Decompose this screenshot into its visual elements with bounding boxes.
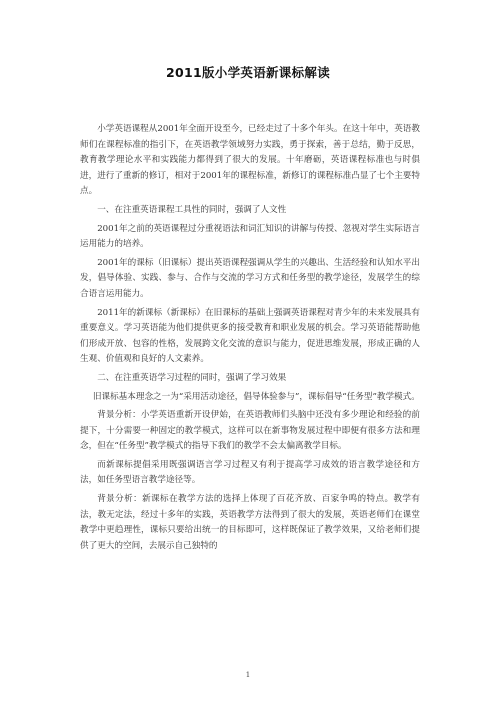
- paragraph: 2001年的课标（旧课标）提出英语课程强调从学生的兴趣出、生活经验和认知水平出发，倡导体验、实践、参与、合作与交流的学习方式和任务型的教学途径，发展学生的综合语言运用能力。: [80, 257, 420, 299]
- paragraph: 背景分析：新课标在教学方法的选择上体现了百花齐放、百家争鸣的特点。教学有法，教无定法，经过十多年的实践，英语教学方法得到了很大的发展，英语老师们在课堂教学中更趋理性，课标只要给出统一的目标即可，这样既保证了教学效果，又给老师们提供了更大的空间，去展示自己独特的: [80, 494, 420, 551]
- section-heading-2: 二、在注重英语学习过程的同时，强调了学习效果: [97, 372, 287, 383]
- document-body: [80, 122, 420, 557]
- paragraph: 2001年之前的英语课程过分重视语法和词汇知识的讲解与传授、忽视对学生实际语言运用能力的培养。: [80, 223, 420, 250]
- section-heading-1: 一、在注重英语课程工具性的同时，强调了人文性: [97, 204, 287, 215]
- paragraph: 而新课标提倡采用既强调语言学习过程又有利于提高学习成效的语言教学途径和方法，如任务型语言教学途径等。: [80, 459, 420, 486]
- paragraph: 背景分析：小学英语重新开设伊始，在英语教师们头脑中还没有多少理论和经验的前提下，十分需要一种固定的教学模式，这样可以在新事物发展过程中即便有很多方法和理念，但在“任务型”教学模式的指导下我们的教学不会太偏离教学目标。: [80, 410, 420, 452]
- paragraph-intro: 小学英语课程从2001年全面开设至今，已经走过了十多个年头。在这十年中，英语教师们在课程标准的指引下，在英语教学领域努力实践，勇于探索，善于总结，勤于反思，教育教学理论水平和实践能力都得到了很大的发展。十年磨砺，英语课程标准也与时俱进，进行了重新的修订，相对于2001年的课程标准，新修订的课程标准凸显了七个主要特点。: [80, 124, 420, 197]
- document-title: 2011版小学英语新课标解读: [166, 65, 330, 80]
- paragraph: 2011年的新课标（新课标）在旧课标的基础上强调英语课程对青少年的未来发展具有重要意义。学习英语能为他们提供更多的接受教育和职业发展的机会。学习英语能帮助他们形成开放、包容的性格，发展跨文化交流的意识与能力，促进思维发展，形成正确的人生观、价值观和良好的人文素养。: [80, 307, 420, 365]
- paragraph: 旧课标基本理念之一为“采用活动途径，倡导体验参与”，课标倡导“任务型”教学模式。: [92, 391, 420, 402]
- page-number: 1: [245, 671, 251, 679]
